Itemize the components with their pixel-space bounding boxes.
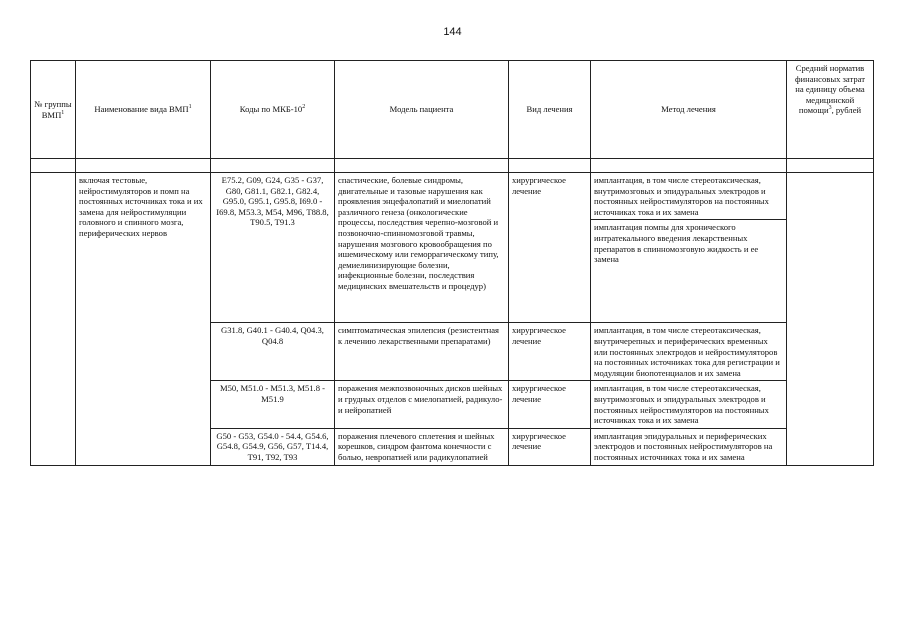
page-number: 144 — [443, 26, 462, 38]
treatment-method-cell: имплантация, в том числе стереотаксическая, внутримозговых и эпидуральных электродов и постоянных нейростимуляторов на постоянных источниках тока и их замена — [591, 381, 787, 428]
treatment-type-cell: хирургическое лечение — [509, 381, 591, 428]
treatment-type-cell: хирургическое лечение — [509, 173, 591, 323]
treatment-type-cell: хирургическое лечение — [509, 428, 591, 465]
header-treatment-method: Метод лечения — [591, 61, 787, 159]
patient-model-cell: поражения плечевого сплетения и шейных корешков, синдром фантома конечности с болью, невропатией или радикулопатией — [335, 428, 509, 465]
treatment-method-cell: имплантация помпы для хронического интратекального введения лекарственных препаратов в спинномозговую жидкость и ее замена — [591, 220, 787, 323]
treatment-method-cell: имплантация эпидуральных и периферических электродов и постоянных нейростимуляторов на постоянных источниках тока и их замена — [591, 428, 787, 465]
vmp-name-cell: включая тестовые, нейростимуляторов и помп на постоянных источниках тока и их замена для нейростимуляции головного и спинного мозга, периферических нервов — [76, 173, 211, 466]
icd-codes-cell: E75.2, G09, G24, G35 - G37, G80, G81.1, G82.1, G82.4, G95.0, G95.1, G95.8, I69.0 - I69.8, M53.3, M54, M96, T88.8, T90.5, T91.3 — [211, 173, 335, 323]
icd-codes-cell: M50, M51.0 - M51.3, M51.8 - M51.9 — [211, 381, 335, 428]
header-vmp-name: Наименование вида ВМП$^1$ — [76, 61, 211, 159]
header-cost-norm: Средний норматив финансовых затрат на единицу объема медицинской помощи$^3$, рублей — [787, 61, 874, 159]
treatment-method-cell: имплантация, в том числе стереотаксическая, внутримозговых и эпидуральных электродов и постоянных нейростимуляторов на постоянных источниках тока и их замена — [591, 173, 787, 220]
table-header-row — [31, 61, 874, 159]
patient-model-cell: симптоматическая эпилепсия (резистентная к лечению лекарственными препаратами) — [335, 323, 509, 381]
treatment-type-cell: хирургическое лечение — [509, 323, 591, 381]
header-group-no: № группы ВМП$^1$ — [31, 61, 76, 159]
vmp-table — [30, 60, 874, 466]
icd-codes-cell: G31.8, G40.1 - G40.4, Q04.3, Q04.8 — [211, 323, 335, 381]
header-patient-model: Модель пациента — [335, 61, 509, 159]
icd-codes-cell: G50 - G53, G54.0 - 54.4, G54.6, G54.8, G54.9, G56, G57, T14.4, T91, T92, T93 — [211, 428, 335, 465]
cost-cell — [787, 173, 874, 466]
header-icd-codes: Коды по МКБ-$10^2$ — [211, 61, 335, 159]
table-row — [31, 173, 874, 220]
patient-model-cell: поражения межпозвоночных дисков шейных и грудных отделов с миелопатией, радикуло- и нейропатией — [335, 381, 509, 428]
header-treatment-type: Вид лечения — [509, 61, 591, 159]
group-no-cell — [31, 173, 76, 466]
table-spacer-row — [31, 159, 874, 173]
treatment-method-cell: имплантация, в том числе стереотаксическая, внутричерепных и периферических временных или постоянных электродов и нейростимуляторов на постоянных источниках тока для регистрации и модуляции биопотенциалов и их замена — [591, 323, 787, 381]
patient-model-cell: спастические, болевые синдромы, двигательные и тазовые нарушения как проявления энцефалопатий и миелопатий различного генеза (онкологические процессы, последствия черепно-мозговой и позвоночно-спинномозговой травмы, нарушения мозгового кровообращения по ишемическому или геморрагическому типу, демиелинизирующие болезни, инфекционные болезни, последствия медицинских вмешательств и процедур) — [335, 173, 509, 323]
